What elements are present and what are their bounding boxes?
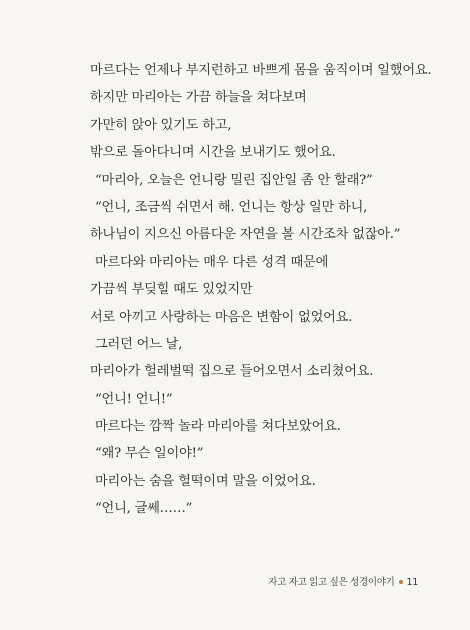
page-number: 11 <box>406 577 418 588</box>
separator-dot-icon <box>399 580 403 584</box>
dialogue-line: “언니, 조금씩 쉬면서 해. 언니는 항상 일만 하니, <box>95 199 368 215</box>
dialogue-line: “마리아, 오늘은 언니랑 밀린 집안일 좀 안 할래?” <box>95 172 373 188</box>
page-footer <box>268 574 418 588</box>
dialogue-line: 하나님이 지으신 아름다운 자연을 볼 시간조차 없잖아.” <box>90 227 401 243</box>
dialogue-line: “언니, 글쎄……” <box>95 501 193 517</box>
text-line: 그러던 어느 날, <box>95 336 183 352</box>
text-line: 마르다와 마리아는 매우 다른 성격 때문에 <box>95 254 329 270</box>
text-line: 마리아가 헐레벌떡 집으로 들어오면서 소리쳤어요. <box>90 364 374 380</box>
text-line: 하지만 마리아는 가끔 하늘을 쳐다보며 <box>90 90 307 106</box>
dialogue-line: “언니! 언니!” <box>95 391 173 407</box>
story-text <box>90 57 440 523</box>
text-line: 마르다는 언제나 부지런하고 바쁘게 몸을 움직이며 일했어요. <box>90 63 432 78</box>
book-title: 자고 자고 읽고 싶은 성경이야기 <box>268 577 395 588</box>
text-line: 마르다는 깜짝 놀라 마리아를 쳐다보았어요. <box>95 419 341 435</box>
text-line: 밖으로 돌아다니며 시간을 보내기도 했어요. <box>90 145 336 161</box>
text-line: 가끔씩 부딪힐 때도 있었지만 <box>90 282 253 298</box>
text-line: 서로 아끼고 사랑하는 마음은 변함이 없었어요. <box>90 309 353 325</box>
text-line: 가만히 앉아 있기도 하고, <box>90 117 232 133</box>
text-line: 마리아는 숨을 헐떡이며 말을 이었어요. <box>95 473 316 489</box>
dialogue-line: “왜? 무슨 일이야!” <box>95 446 204 462</box>
